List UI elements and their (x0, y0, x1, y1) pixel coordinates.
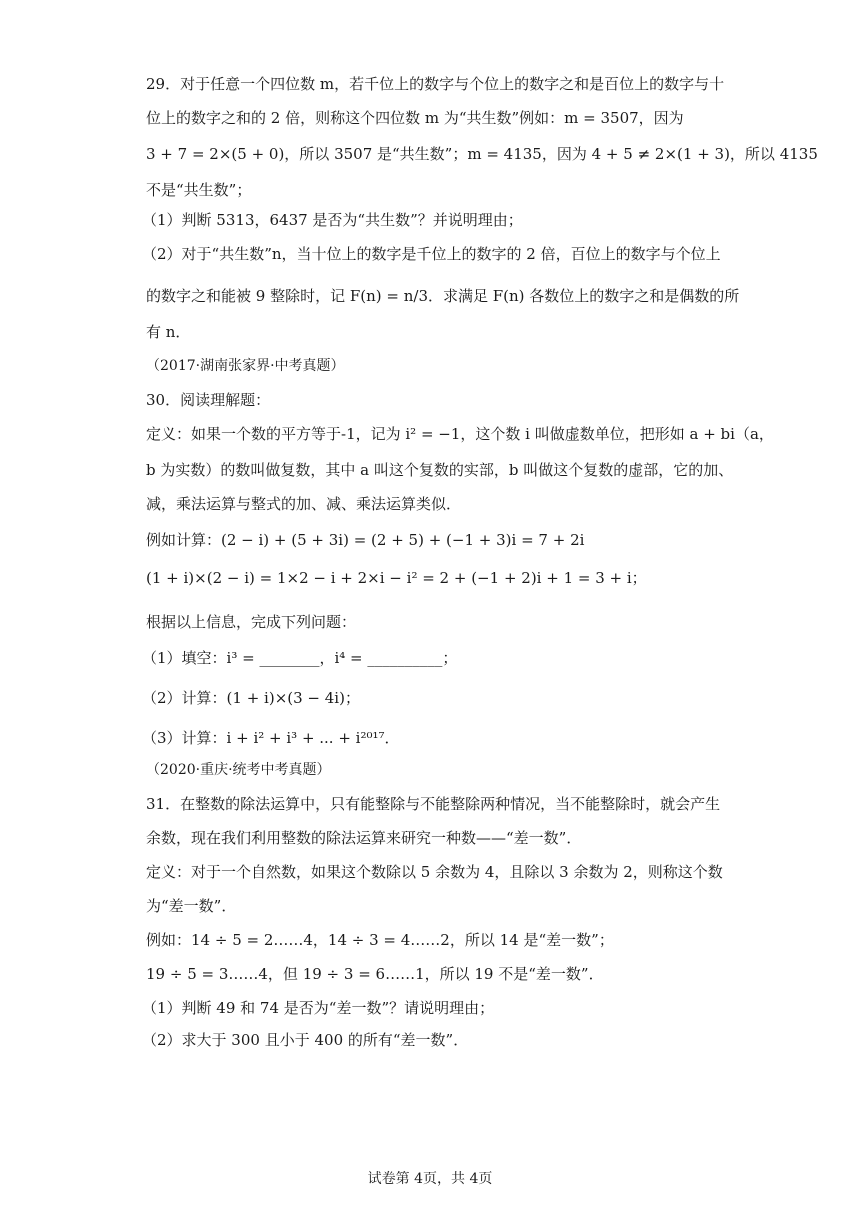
q31-line-2: 余数，现在我们利用整数的除法运算来研究一种数——“差一数”． (146, 829, 582, 847)
page-footer: 试卷第 4页，共 4页 (367, 1171, 493, 1187)
q29-sub-2-line-3: 有 n． (146, 323, 191, 341)
q30-intro: 根据以上信息，完成下列问题： (146, 613, 357, 631)
q30-sub-1: （1）填空：i³ = ________，i⁴ = __________； (142, 649, 458, 667)
q31-sub-2: （2）求大于 300 且小于 400 的所有“差一数”． (142, 1031, 469, 1049)
q29-sub-1: （1）判断 5313，6437 是否为“共生数”？并说明理由； (142, 211, 523, 229)
q30-sub-2: （2）计算：(1 + i)×(3 − 4i)； (142, 689, 360, 707)
q30-source: （2020·重庆·统考中考真题） (146, 762, 331, 778)
q31-definition-line-2: 为“差一数”． (146, 897, 237, 915)
q29-line-3: 3 + 7 = 2×(5 + 0)，所以 3507 是“共生数”；m = 4135，因为 4 + 5 ≠ 2×(1 + 3)，所以 4135 (146, 145, 818, 163)
q30-example-2: (1 + i)×(2 − i) = 1×2 − i + 2×i − i² = 2 + (−1 + 2)i + 1 = 3 + i； (146, 569, 647, 587)
q29-sub-2-line-1: （2）对于“共生数”n，当十位上的数字是千位上的数字的 2 倍，百位上的数字与个位上 (142, 245, 721, 263)
q31-line-1: 31．在整数的除法运算中，只有能整除与不能整除两种情况，当不能整除时，就会产生 (146, 795, 721, 813)
q31-example-2: 19 ÷ 5 = 3……4，但 19 ÷ 3 = 6……1，所以 19 不是“差一数”． (146, 965, 604, 983)
q29-line-1: 29．对于任意一个四位数 m，若千位上的数字与个位上的数字之和是百位上的数字与十 (146, 75, 725, 93)
q30-example-1: 例如计算：(2 − i) + (5 + 3i) = (2 + 5) + (−1 + 3)i = 7 + 2i (146, 531, 585, 549)
q29-line-4: 不是“共生数”； (146, 181, 252, 199)
q30-title: 30．阅读理解题： (146, 391, 271, 409)
q31-definition-line-1: 定义：对于一个自然数，如果这个数除以 5 余数为 4，且除以 3 余数为 2，则称这个数 (146, 863, 723, 881)
q30-definition-line-3: 减，乘法运算与整式的加、减、乘法运算类似． (146, 495, 462, 513)
q29-source: （2017·湖南张家界·中考真题） (146, 358, 345, 374)
q31-sub-1: （1）判断 49 和 74 是否为“差一数”？请说明理由； (142, 999, 495, 1017)
q30-sub-3: （3）计算：i + i² + i³ + ... + i²⁰¹⁷． (142, 729, 400, 747)
q30-definition-line-2: b 为实数）的数叫做复数，其中 a 叫这个复数的实部，b 叫做这个复数的虚部，它的加、 (146, 461, 734, 479)
q30-definition-line-1: 定义：如果一个数的平方等于-1，记为 i² = −1，这个数 i 叫做虚数单位，把形如 a + bi（a， (146, 425, 774, 443)
q29-line-2: 位上的数字之和的 2 倍，则称这个四位数 m 为“共生数”例如：m = 3507，因为 (146, 109, 684, 127)
q31-example-1: 例如：14 ÷ 5 = 2……4，14 ÷ 3 = 4……2，所以 14 是“差一数”； (146, 931, 614, 949)
q29-sub-2-line-2: 的数字之和能被 9 整除时，记 F(n) = n/3．求满足 F(n) 各数位上的数字之和是偶数的所 (146, 287, 740, 305)
